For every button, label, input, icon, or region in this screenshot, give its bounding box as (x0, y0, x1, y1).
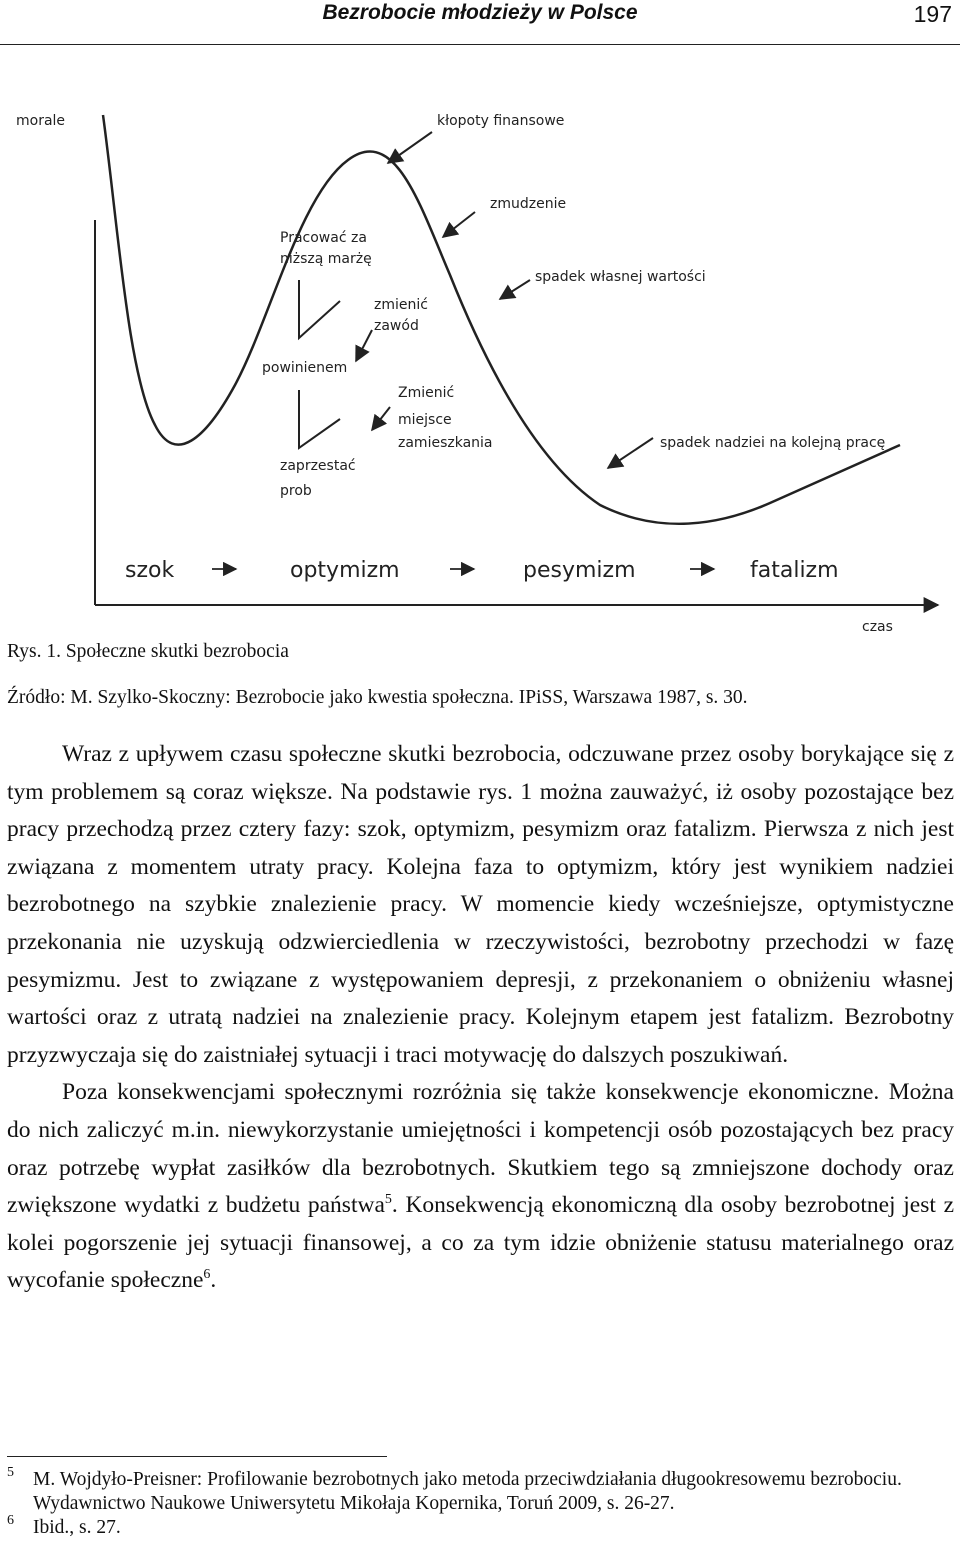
label-pracowac-za: Pracować za (280, 230, 367, 246)
label-zmienic-miejsce-1: Zmienić (398, 385, 455, 401)
running-header (0, 0, 960, 45)
morale-curve (103, 115, 900, 524)
unemployment-effects-diagram (0, 85, 960, 645)
paragraph-segment: . (210, 1267, 217, 1294)
figure-caption: Rys. 1. Społeczne skutki bezrobocia (7, 641, 289, 662)
label-powinienem: powinienem (262, 360, 348, 376)
footnote (7, 1465, 957, 1516)
body-text (7, 736, 954, 1300)
label-zmienic-zawod-1: zmienić (374, 297, 428, 313)
label-spadek-nadziei: spadek nadziei na kolejną pracę (660, 435, 886, 451)
paragraph (7, 1074, 954, 1300)
footnote-ref: 6 (203, 1267, 211, 1283)
running-title: Bezrobocie młodzieży w Polsce (322, 1, 638, 24)
annotation-arrows (299, 132, 653, 468)
phase-optymizm: optymizm (290, 558, 400, 583)
paragraph: Wraz z upływem czasu społeczne skutki bezrobocia, odczuwane przez osoby borykające się z tym problemem są coraz większe. Na podstawie rys. 1 można zauważyć, iż osoby pozostające bez pracy przechodzą przez cztery fazy: szok, optymizm, pesymizm oraz fatalizm. Pierwsza z nich jest związana z momentem utraty pracy. Kolejna faza to optymizm, który jest wynikiem nadziei bezrobotnego na szybkie znalezienie pracy. W momencie kiedy wcześniejsze, optymistyczne przekonania nie uzyskują odzwierciedlenia w rzeczywistości, bezrobotny przechodzi w fazę pesymizmu. Jest to związane z występowaniem depresji, z przekonaniem o obniżeniu własnej wartości oraz z utratą nadziei na znalezienie pracy. Kolejnym etapem jest fatalizm. Bezrobotny przyzwyczaja się do zaistniałej sytuacji i traci motywację do dalszych poszukiwań. (7, 741, 954, 1068)
label-prob: prob (280, 483, 312, 499)
footnote-rule (7, 1456, 387, 1457)
footnotes (7, 1465, 957, 1540)
label-zmienic-miejsce-3: zamieszkania (398, 435, 493, 451)
footnote-number: 6 (7, 1513, 14, 1528)
page-number: 197 (913, 1, 952, 27)
footnote-text: Ibid., s. 27. (33, 1517, 121, 1538)
footnote-ref: 5 (384, 1192, 392, 1208)
phase-fatalizm: fatalizm (750, 558, 839, 583)
footnote (7, 1513, 957, 1540)
label-zaprzestac: zaprzestać (280, 458, 356, 474)
label-zmienic-miejsce-2: miejsce (398, 412, 452, 428)
label-klopoty-finansowe: kłopoty finansowe (437, 113, 565, 129)
label-nizsza-marze: niższą marżę (280, 251, 372, 267)
label-zmienic-zawod-2: zawód (374, 318, 419, 334)
phase-szok: szok (125, 558, 175, 583)
phase-pesymizm: pesymizm (523, 558, 636, 583)
paragraph-segment: . Konsekwencją ekonomiczną dla osoby bezrobotnej jest z kolei pogorszenie jej sytuacji finansowej, a co za tym idzie obniżenie statusu materialnego oraz wycofanie społeczne (7, 1192, 955, 1294)
footnote-number: 5 (7, 1465, 14, 1480)
label-spadek-wartosci: spadek własnej wartości (535, 269, 706, 285)
x-axis-label: czas (862, 619, 893, 635)
y-axis-label: morale (16, 113, 66, 129)
paragraph-segment: Poza konsekwencjami społecznymi rozróżnia się także konsekwencje ekonomiczne. Można do nich zaliczyć m.in. niewykorzystanie umiejętności i kompetencji osób pozostających bez pracy oraz potrzebę wypłat zasiłków dla bezrobotnych. Skutkiem tego są zmniejszone dochody oraz zwiększone wydatki z budżetu państwa (7, 1079, 954, 1219)
figure-source: Źródło: M. Szylko-Skoczny: Bezrobocie jako kwestia społeczna. IPiSS, Warszawa 1987, s. 30. (7, 687, 748, 708)
footnote-text: M. Wojdyło-Preisner: Profilowanie bezrobotnych jako metoda przeciwdziałania długookresowemu bezrobociu. Wydawnictwo Naukowe Uniwersytetu Mikołaja Kopernika, Toruń 2009, s. 26-27. (33, 1469, 902, 1514)
label-zmudzenie: zmudzenie (490, 196, 567, 212)
